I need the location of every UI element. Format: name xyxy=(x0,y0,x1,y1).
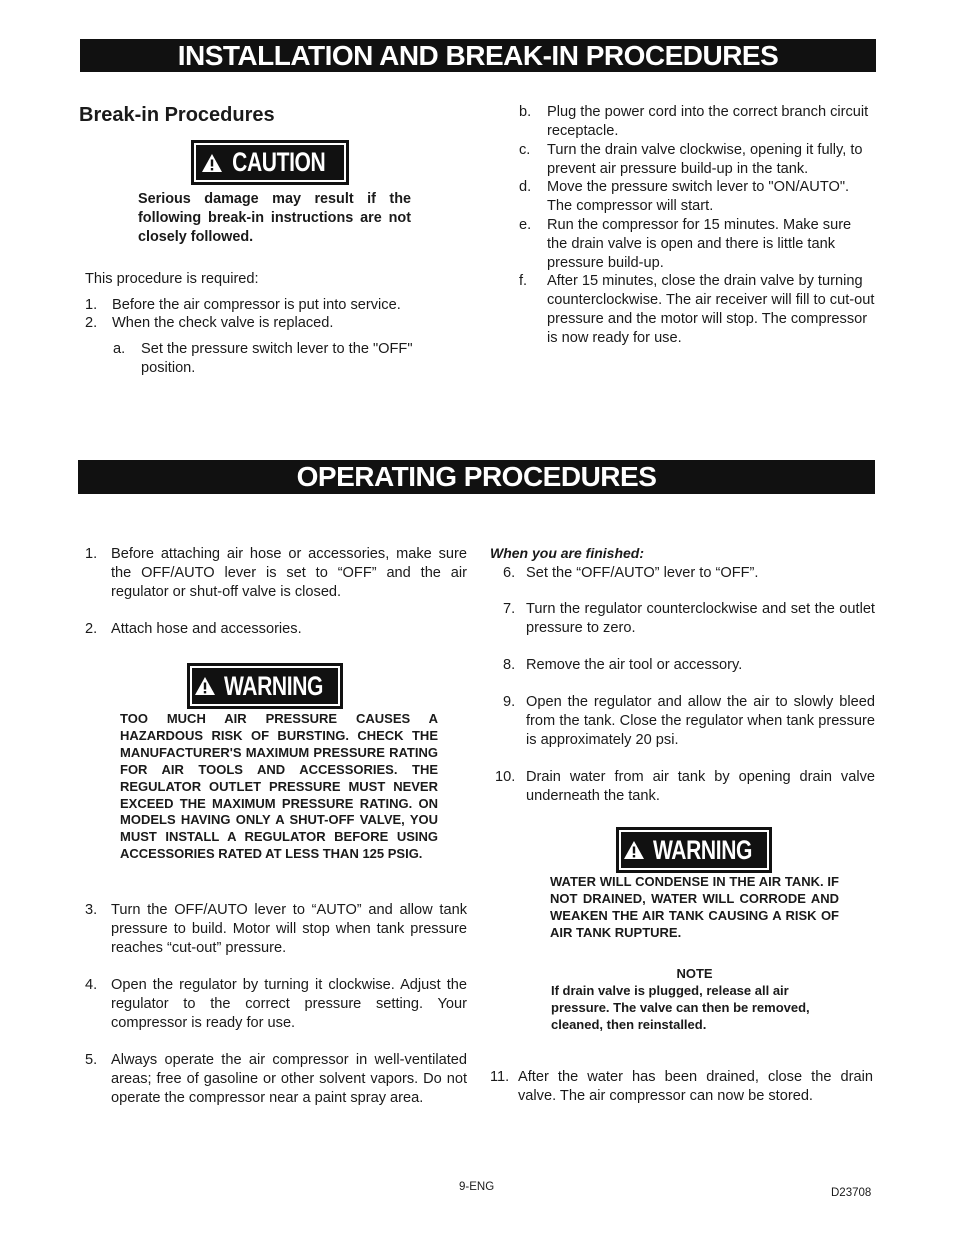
list-item: 10. Drain water from air tank by opening drain valve underneath the tank. xyxy=(495,769,875,804)
note-text: If drain valve is plugged, release all air pressure. The valve can then be removed, cleaned, then reinstalled. xyxy=(551,983,810,1032)
list-item: f. After 15 minutes, close the drain valve by turning counterclockwise. The air receiver will fill to cut-out pressure and the motor will stop. The compressor is now ready for use. xyxy=(519,273,875,346)
break-in-heading: Break-in Procedures xyxy=(79,104,275,126)
warning-triangle-icon xyxy=(201,153,223,173)
list-item: 2. When the check valve is replaced. xyxy=(85,315,334,331)
warning-badge xyxy=(616,827,772,873)
page-number: 9-ENG xyxy=(459,1181,495,1193)
list-item: 11. After the water has been drained, close the drain valve. The air compressor can now be stored. xyxy=(490,1069,873,1104)
list-item: 1. Before attaching air hose or accessories, make sure the OFF/AUTO lever is set to “OFF” and the air regulator or shut-off valve is closed. xyxy=(85,546,467,600)
caution-text: Serious damage may result if the following break-in instructions are not closely followed. xyxy=(138,191,411,245)
list-item: e. Run the compressor for 15 minutes. Make sure the drain valve is open and there is little tank pressure build-up. xyxy=(519,217,852,271)
note-heading: NOTE xyxy=(676,966,713,981)
list-item: 9. Open the regulator and allow the air to slowly bleed from the tank. Close the regulator when tank pressure is approximately 20 psi. xyxy=(503,694,875,748)
list-item: 1. Before the air compressor is put into service. xyxy=(85,297,401,313)
required-intro: This procedure is required: xyxy=(85,271,259,287)
warning-triangle-icon xyxy=(194,676,216,696)
list-item: c. Turn the drain valve clockwise, opening it fully, to prevent air pressure build-up in the tank. xyxy=(519,142,863,177)
list-item: d. Move the pressure switch lever to "ON/AUTO". The compressor will start. xyxy=(519,179,850,214)
warning-triangle-icon xyxy=(623,840,645,860)
caution-badge xyxy=(191,140,349,185)
warning-text: WATER WILL CONDENSE IN THE AIR TANK. IF NOT DRAINED, WATER WILL CORRODE AND WEAKEN THE AIR TANK CAUSING A RISK OF AIR TANK RUPTURE. xyxy=(550,874,839,940)
caution-label: CAUTION xyxy=(232,147,326,177)
list-item: 6. Set the “OFF/AUTO” lever to “OFF”. xyxy=(503,565,759,581)
list-item: a. Set the pressure switch lever to the "OFF" position. xyxy=(113,341,413,376)
warning-badge xyxy=(187,663,343,709)
warning-label: WARNING xyxy=(652,834,752,865)
operating-banner: OPERATING PROCEDURES xyxy=(78,460,875,494)
installation-banner: INSTALLATION AND BREAK-IN PROCEDURES xyxy=(80,39,876,72)
list-item: 2. Attach hose and accessories. xyxy=(85,621,302,637)
document-code: D23708 xyxy=(831,1187,872,1199)
list-item: 4. Open the regulator by turning it clockwise. Adjust the regulator to the correct pressure setting. Your compressor is ready for use. xyxy=(85,977,467,1031)
list-item: b. Plug the power cord into the correct branch circuit receptacle. xyxy=(519,104,869,139)
warning-text: TOO MUCH AIR PRESSURE CAUSES A HAZARDOUS RISK OF BURSTING. CHECK THE MANUFACTURER'S MAXIMUM PRESSURE RATING FOR AIR TOOLS AND ACCESSORIES. THE REGULATOR OUTLET PRESSURE MUST NEVER EXCEED THE MAXIMUM PRESSURE RATING. ON MODELS HAVING ONLY A SHUT-OFF VALVE, YOU MUST INSTALL A REGULATOR BEFORE USING ACCESSORIES RATED AT LESS THAN 125 PSIG. xyxy=(120,711,438,862)
list-item: 5. Always operate the air compressor in well-ventilated areas; free of gasoline or other solvent vapors. Do not operate the compressor near a paint spray area. xyxy=(85,1052,467,1106)
list-item: 7. Turn the regulator counterclockwise and set the outlet pressure to zero. xyxy=(503,601,875,636)
warning-label: WARNING xyxy=(223,670,323,701)
finished-heading: When you are finished: xyxy=(490,545,645,561)
list-item: 8. Remove the air tool or accessory. xyxy=(503,657,743,673)
list-item: 3. Turn the OFF/AUTO lever to “AUTO” and allow tank pressure to build. Motor will stop when tank pressure reaches “cut-out” pressure. xyxy=(85,902,467,956)
